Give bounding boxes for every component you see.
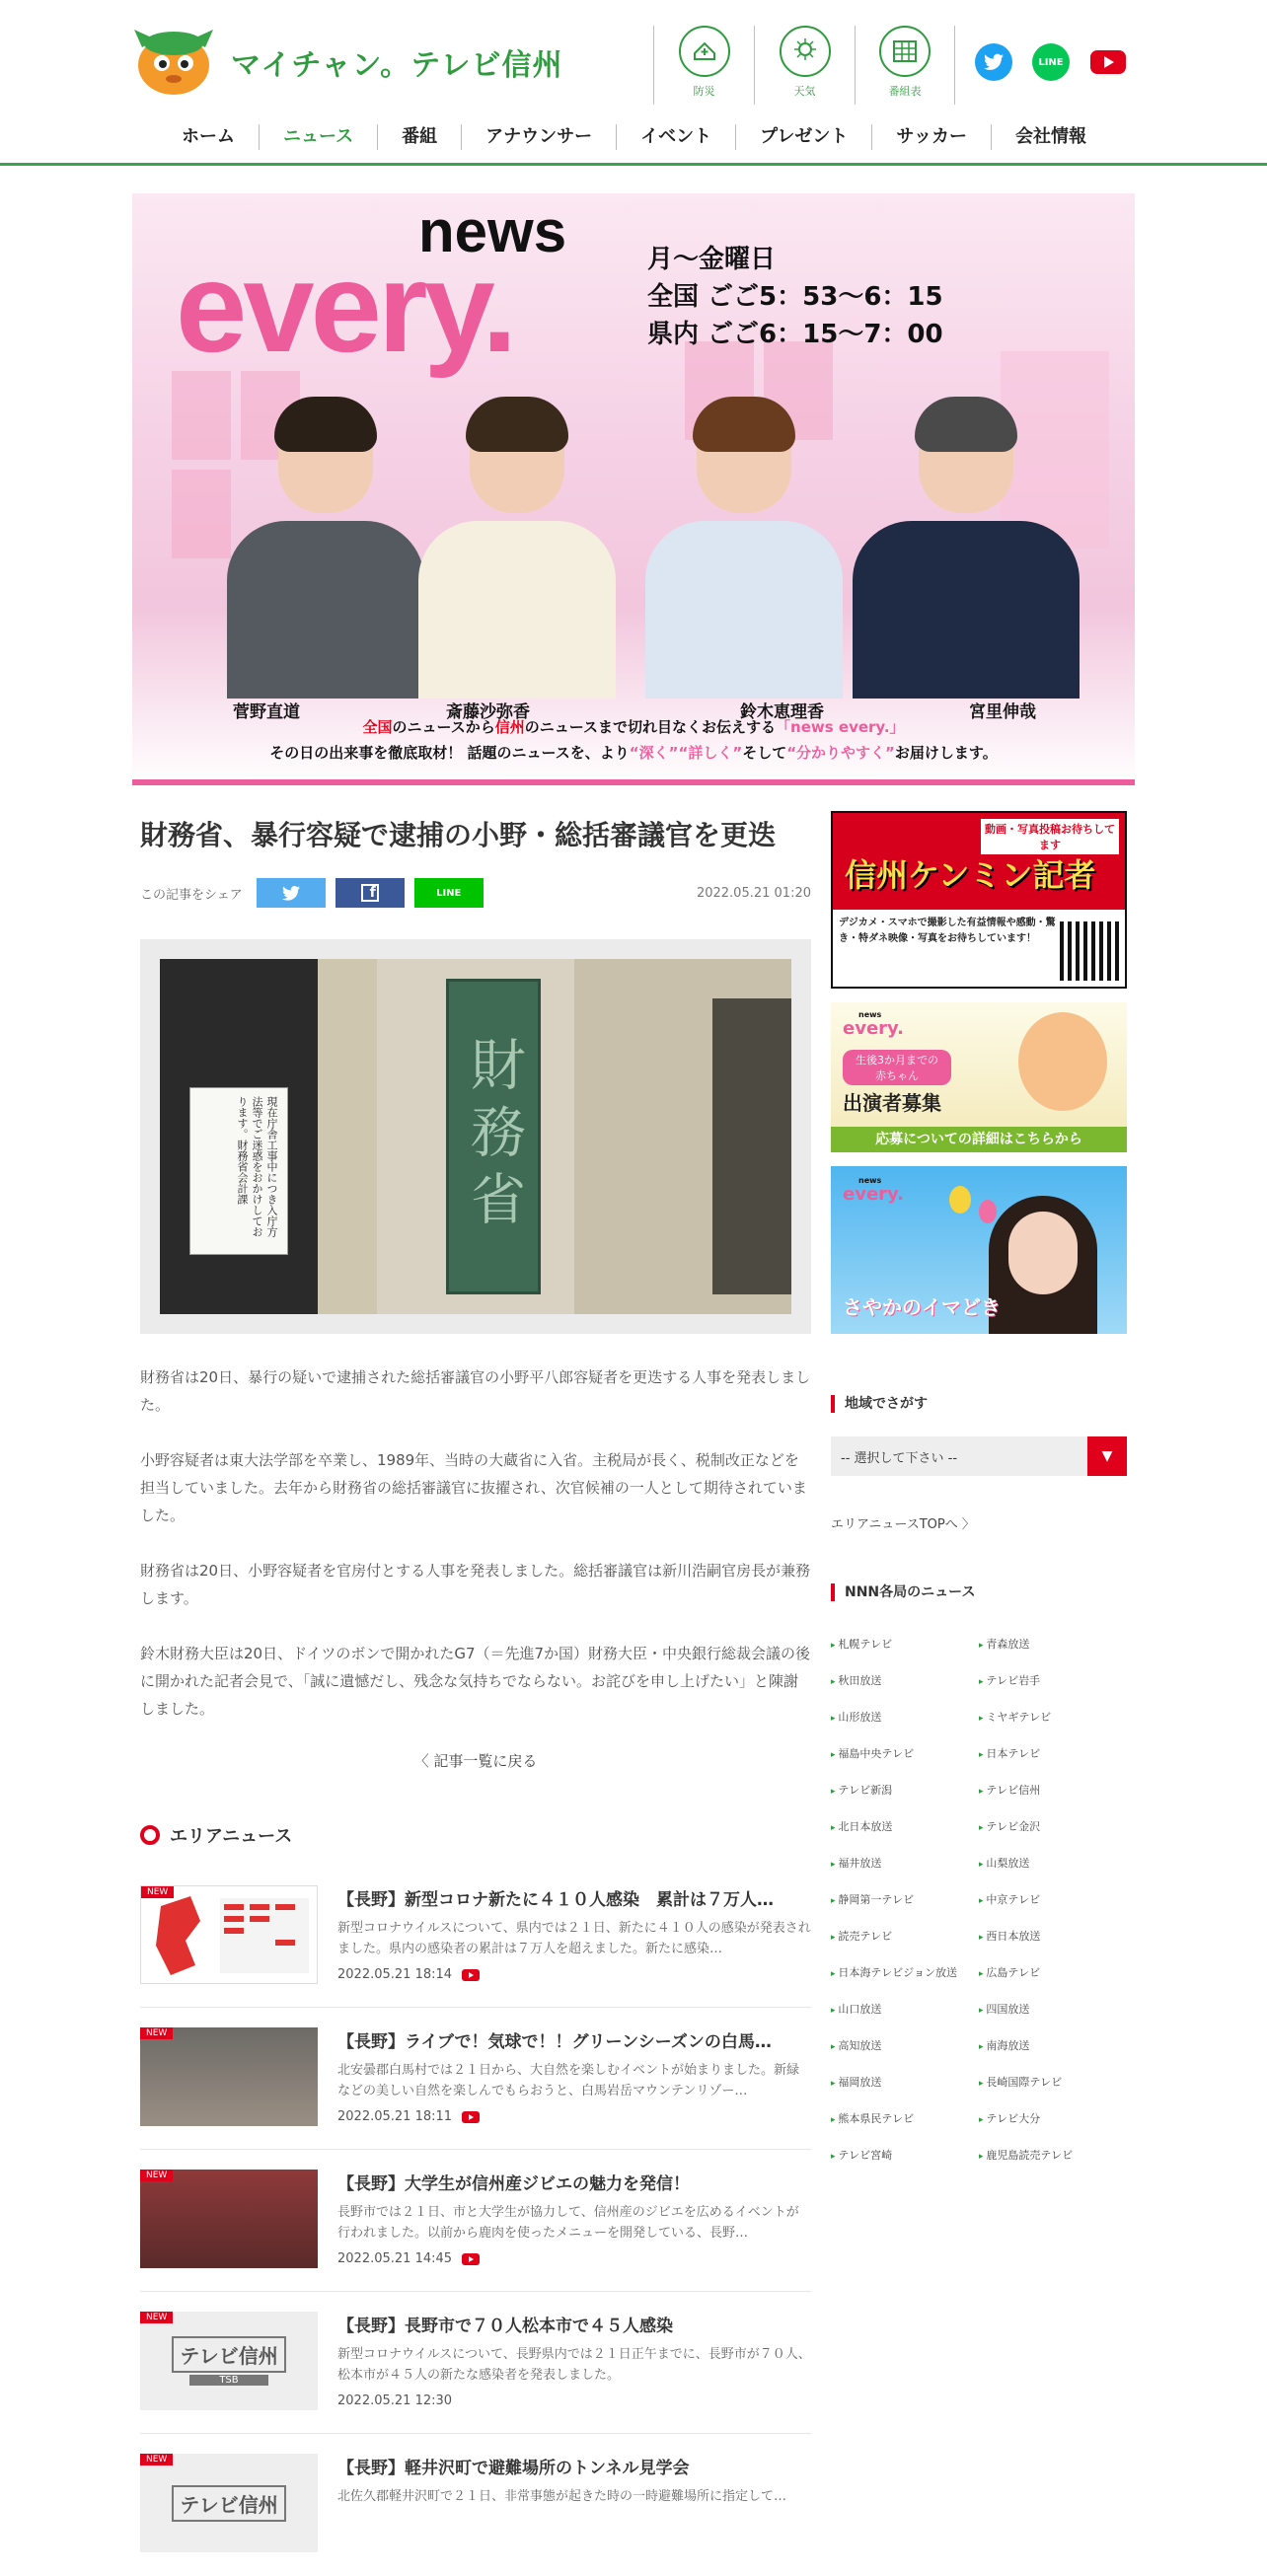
new-badge: NEW	[140, 2027, 173, 2039]
sidebar	[831, 811, 1127, 2165]
qr-code-icon	[1060, 921, 1119, 981]
nnn-station-link[interactable]: ▸ 山形放送	[831, 1708, 979, 1727]
weather-icon	[780, 26, 831, 77]
news-thumbnail	[140, 2312, 318, 2410]
news-desc: 北佐久郡軽井沢町で２１日、非常事態が起きた時の一時避難場所に指定して…	[337, 2489, 787, 2504]
program-guide-icon	[879, 26, 931, 77]
news-title: 【長野】ライブで！気球で！！グリーンシーズンの白馬…	[337, 2032, 772, 2052]
news-desc: 新型コロナウイルスについて、長野県内では２１日正午までに、長野市が７０人、松本市が４５人の新たな感染者を発表しました。	[337, 2347, 811, 2383]
twitter-icon[interactable]	[975, 43, 1012, 81]
area-news-top-link[interactable]: エリアニュースTOPへ 〉	[831, 1517, 975, 1532]
anchor-name-2: 斎藤沙弥香	[446, 702, 530, 722]
nnn-station-link[interactable]: ▸ 福島中央テレビ	[831, 1744, 979, 1763]
chevron-right-icon: 〉	[957, 1517, 975, 1532]
tsb-logo: テレビ信州	[172, 2336, 286, 2373]
banner3-every: every.	[843, 1184, 904, 1205]
nnn-station-link[interactable]: ▸ テレビ新潟	[831, 1781, 979, 1800]
ring-icon	[140, 1825, 160, 1845]
anchor-photo-2	[418, 405, 616, 699]
banner2-news: news	[858, 1010, 882, 1019]
new-badge: NEW	[141, 1886, 174, 1898]
banner1-desc: デジカメ・スマホで撮影した有益情報や感動・驚き・特ダネ映像・写真をお待ちしています！	[833, 910, 1125, 987]
program-guide-link[interactable]	[855, 26, 955, 105]
hero-every-logo: every.	[176, 235, 514, 379]
share-label: この記事をシェア	[140, 887, 243, 903]
nnn-station-link[interactable]: ▸ 鹿児島読売テレビ	[979, 2146, 1127, 2165]
back-to-list-link[interactable]: 〈 記事一覧に戻る	[413, 1752, 538, 1770]
new-badge: NEW	[140, 2312, 173, 2323]
nnn-station-link[interactable]: ▸ 南海放送	[979, 2036, 1127, 2055]
nnn-station-link[interactable]: ▸ テレビ金沢	[979, 1817, 1127, 1836]
nnn-station-link[interactable]: ▸ 日本テレビ	[979, 1744, 1127, 1763]
kenmin-reporter-banner[interactable]	[831, 811, 1127, 989]
banner2-title: 出演者募集	[843, 1091, 941, 1115]
news-title: 【長野】軽井沢町で避難場所のトンネル見学会	[337, 2459, 690, 2478]
disaster-label: 防災	[693, 85, 715, 98]
facebook-icon: f	[361, 884, 379, 902]
article-paragraph: 鈴木財務大臣は20日、ドイツのボンで開かれたG7（＝先進7か国）財務大臣・中央銀行総裁会議の後に開かれた記者会見で、「誠に遺憾だし、残念な気持ちでならない。お詫びを申し上げたい」と陳謝しました。	[140, 1645, 811, 1718]
article-title: 財務省、暴行容疑で逮捕の小野・総括審議官を更迭	[140, 819, 777, 851]
baby-illustration	[1018, 1012, 1107, 1111]
news-date: 2022.05.21 14:45	[337, 2251, 453, 2266]
nnn-station-link[interactable]: ▸ 山口放送	[831, 2000, 979, 2019]
schedule-national: 全国 ごご5：53〜6：15	[647, 282, 943, 312]
news-date: 2022.05.21 18:14	[337, 1967, 453, 1982]
nav-company[interactable]: 会社情報	[1015, 126, 1087, 147]
schedule-days: 月〜金曜日	[647, 245, 777, 274]
nav-events[interactable]: イベント	[617, 124, 736, 150]
anchor-photo-1	[227, 405, 424, 699]
news-desc: 長野市では２１日、市と大学生が協力して、信州産のジビエを広めるイベントが行われました。以前から鹿肉を使ったメニューを開発している、長野…	[337, 2205, 799, 2241]
disaster-link[interactable]	[653, 26, 754, 105]
news-thumbnail	[140, 2454, 318, 2552]
video-icon	[462, 2111, 480, 2123]
nav-home[interactable]: ホーム	[158, 124, 260, 150]
news-title: 【長野】長野市で７０人松本市で４５人感染	[337, 2317, 673, 2336]
sns-links	[975, 43, 1127, 81]
anchor-photo-3	[645, 405, 843, 699]
global-nav	[158, 124, 1110, 150]
video-icon	[462, 1969, 480, 1981]
logo-text: マイチャン。テレビ信州	[231, 48, 563, 83]
hero-schedule	[647, 241, 943, 353]
nnn-station-link[interactable]: ▸ テレビ大分	[979, 2109, 1127, 2128]
news-title: 【長野】新型コロナ新たに４１０人感染 累計は７万人…	[337, 1890, 774, 1910]
region-select[interactable]	[831, 1436, 1127, 1476]
news-thumbnail	[140, 2027, 318, 2126]
list-item[interactable]	[140, 2008, 811, 2150]
news-thumbnail	[140, 1885, 318, 1984]
article-date: 2022.05.21 01:20	[696, 885, 811, 901]
region-search-heading: 地域でさがす	[831, 1395, 1127, 1413]
nnn-station-link[interactable]: ▸ 静岡第一テレビ	[831, 1890, 979, 1909]
nnn-station-link[interactable]: ▸ テレビ宮崎	[831, 2146, 979, 2165]
hero-news-logo: news	[418, 198, 567, 264]
list-item[interactable]	[140, 2434, 811, 2576]
mascot-logo-icon	[132, 26, 215, 99]
nnn-station-link[interactable]: ▸ テレビ信州	[979, 1781, 1127, 1800]
share-line-button[interactable]: LINE	[414, 878, 484, 908]
program-guide-label: 番組表	[888, 85, 922, 98]
list-item[interactable]	[140, 2292, 811, 2434]
list-item[interactable]	[140, 1866, 811, 2008]
news-date: 2022.05.21 18:11	[337, 2109, 453, 2124]
banner2-link: 応募についての詳細はこちらから	[831, 1127, 1127, 1152]
video-icon	[462, 2253, 480, 2265]
article-paragraph: 財務省は20日、暴行の疑いで逮捕された総括審議官の小野平八郎容疑者を更迭する人事を発表しました。	[140, 1368, 811, 1414]
nnn-station-link[interactable]: ▸ 長崎国際テレビ	[979, 2073, 1127, 2092]
hero-caption-2: その日の出来事を徹底取材！ 話題のニュースを、より“深く”“詳しく”そして“分かりやすく”お届けします。	[269, 744, 998, 762]
area-news-heading: エリアニュース	[140, 1822, 811, 1848]
nnn-station-link[interactable]: ▸ 西日本放送	[979, 1927, 1127, 1946]
disaster-prevention-icon	[679, 26, 730, 77]
new-badge: NEW	[140, 2170, 173, 2181]
nnn-station-list	[831, 1635, 1127, 2165]
news-desc: 新型コロナウイルスについて、県内では２１日、新たに４１０人の感染が発表されました。県内の感染者の累計は７万人を超えました。新たに感染…	[337, 1921, 811, 1956]
construction-notice: 現在庁舎工事中につき入庁方法等でご迷惑をおかけしております。財務省会計課	[189, 1087, 288, 1255]
banner3-news: news	[858, 1176, 882, 1185]
nnn-station-link[interactable]: ▸ 熊本県民テレビ	[831, 2109, 979, 2128]
banner2-sub: 生後3か月までの赤ちゃん	[843, 1050, 951, 1085]
sayaka-banner[interactable]	[831, 1166, 1127, 1334]
nnn-station-link[interactable]: ▸ テレビ岩手	[979, 1671, 1127, 1690]
article-paragraph: 財務省は20日、小野容疑者を官房付とする人事を発表しました。総括審議官は新川浩嗣官房長が兼務します。	[140, 1562, 811, 1607]
article-body	[140, 1363, 811, 1723]
nnn-station-link[interactable]: ▸ 高知放送	[831, 2036, 979, 2055]
region-select-value: -- 選択して下さい --	[841, 1450, 958, 1466]
nav-soccer[interactable]: サッカー	[872, 124, 992, 150]
nnn-station-link[interactable]: ▸ 秋田放送	[831, 1671, 979, 1690]
article-photo-frame	[140, 939, 811, 1334]
chevron-left-icon: 〈	[413, 1752, 434, 1770]
hero-divider	[132, 779, 1135, 785]
tsb-logo: テレビ信州	[172, 2485, 286, 2522]
nav-announcers[interactable]: アナウンサー	[462, 124, 617, 150]
list-item[interactable]	[140, 2150, 811, 2292]
banner3-title: さやかのイマどき	[843, 1295, 1001, 1319]
ministry-sign: 財務省	[446, 979, 541, 1294]
nnn-station-link[interactable]: ▸ 山梨放送	[979, 1854, 1127, 1873]
header-utility-links	[653, 26, 955, 105]
youtube-icon[interactable]	[1089, 43, 1127, 81]
article-main	[140, 815, 811, 2576]
nnn-station-link[interactable]: ▸ 福岡放送	[831, 2073, 979, 2092]
news-desc: 北安曇郡白馬村では２１日から、大自然を楽しむイベントが始まりました。新緑などの美しい自然を楽しんでもらおうと、白馬岩岳マウンテンリゾー…	[337, 2063, 800, 2098]
area-news-list	[140, 1866, 811, 2576]
news-title: 【長野】大学生が信州産ジビエの魅力を発信！	[337, 2174, 690, 2194]
nnn-station-link[interactable]: ▸ 中京テレビ	[979, 1890, 1127, 1909]
article-paragraph: 小野容疑者は東大法学部を卒業し、1989年、当時の大蔵省に入省。主税局が長く、税制改正などを担当していました。去年から財務省の総括審議官に抜擢され、次官候補の一人として期待されていました。	[140, 1451, 807, 1524]
nnn-station-link[interactable]: ▸ 日本海テレビジョン放送	[831, 1963, 979, 1982]
nnn-station-link[interactable]: ▸ 北日本放送	[831, 1817, 979, 1836]
tsb-logo-sub: TSB	[189, 2375, 267, 2386]
anchor-name-1: 菅野直道	[233, 702, 300, 722]
site-header	[0, 0, 1267, 166]
chevron-down-icon: ▼	[1087, 1436, 1127, 1476]
anchor-name-3: 鈴木恵理香	[740, 702, 824, 722]
banner2-every: every.	[843, 1018, 904, 1039]
nnn-news-heading: NNN各局のニュース	[831, 1583, 1127, 1601]
nnn-station-link[interactable]: ▸ ミヤギテレビ	[979, 1708, 1127, 1727]
nav-programs[interactable]: 番組	[378, 124, 462, 150]
nnn-station-link[interactable]: ▸ 広島テレビ	[979, 1963, 1127, 1982]
schedule-prefecture: 県内 ごご6：15〜7：00	[647, 320, 943, 349]
nav-news[interactable]: ニュース	[260, 124, 378, 150]
nnn-station-link[interactable]: ▸ 読売テレビ	[831, 1927, 979, 1946]
nav-presents[interactable]: プレゼント	[736, 124, 872, 150]
nnn-station-link[interactable]: ▸ 福井放送	[831, 1854, 979, 1873]
line-icon[interactable]: LINE	[1032, 43, 1070, 81]
anchor-photo-4	[853, 405, 1080, 699]
share-facebook-button[interactable]	[335, 878, 405, 908]
banner1-title: 信州ケンミン記者	[845, 856, 1096, 894]
share-twitter-button[interactable]	[257, 878, 326, 908]
hero-caption-1: 全国のニュースから信州のニュースまで切れ目なくお伝えする「news every.」	[362, 718, 905, 736]
nnn-station-link[interactable]: ▸ 青森放送	[979, 1635, 1127, 1654]
share-row	[140, 878, 811, 908]
new-badge: NEW	[140, 2454, 173, 2466]
news-every-hero-banner[interactable]	[132, 193, 1135, 785]
nnn-station-link[interactable]: ▸ 札幌テレビ	[831, 1635, 979, 1654]
weather-link[interactable]	[754, 26, 855, 105]
nnn-station-link[interactable]: ▸ 四国放送	[979, 2000, 1127, 2019]
news-date: 2022.05.21 12:30	[337, 2393, 453, 2408]
article-photo	[160, 959, 791, 1314]
banner1-sub: 動画・写真投稿お待ちしてます	[981, 819, 1119, 854]
weather-label: 天気	[793, 85, 816, 98]
site-logo[interactable]	[132, 26, 563, 99]
anchor-name-4: 宮里伸哉	[969, 702, 1036, 722]
news-thumbnail	[140, 2170, 318, 2268]
baby-casting-banner[interactable]	[831, 1002, 1127, 1152]
